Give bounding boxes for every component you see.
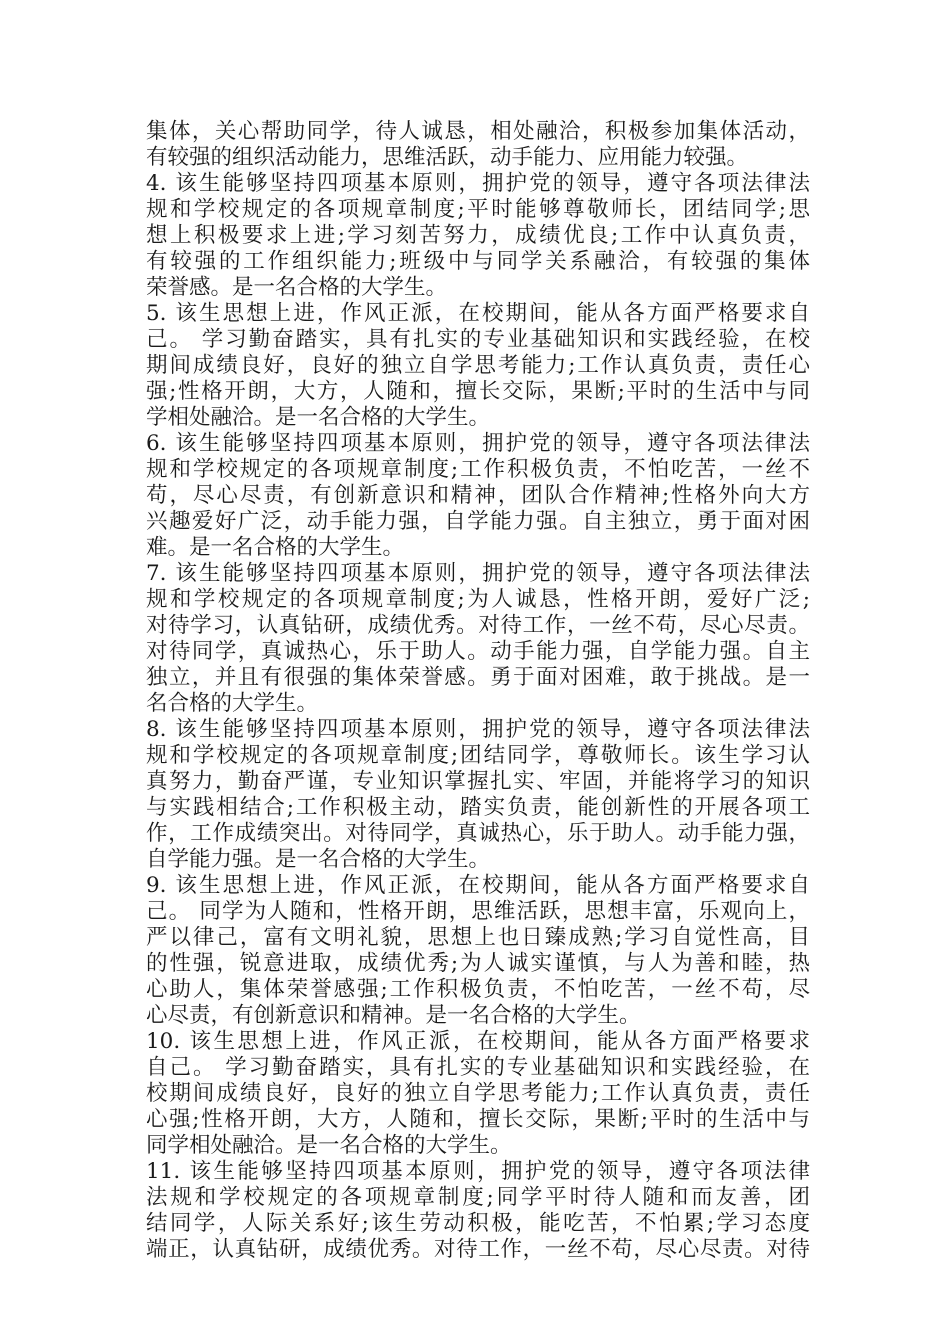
paragraph	[146, 561, 810, 717]
text-line: 真努力，勤奋严谨，专业知识掌握扎实、牢固，并能将学习的知识	[146, 769, 810, 794]
text-line: 作，工作成绩突出。对待同学，真诚热心，乐于助人。动手能力强，	[146, 821, 810, 846]
text-line: 规和学校规定的各项规章制度;平时能够尊敬师长，团结同学;思	[146, 197, 810, 222]
text-line: 心强;性格开朗，大方，人随和，擅长交际，果断;平时的生活中与	[146, 1107, 810, 1132]
text-line: 严以律己，富有文明礼貌，思想上也日臻成熟;学习自觉性高，目	[146, 925, 810, 950]
text-line: 自己。 学习勤奋踏实，具有扎实的专业基础知识和实践经验，在	[146, 1055, 810, 1080]
text-line: 11. 该生能够坚持四项基本原则，拥护党的领导，遵守各项法律	[146, 1159, 810, 1184]
text-line: 自学能力强。是一名合格的大学生。	[146, 847, 491, 872]
text-line: 10. 该生思想上进，作风正派，在校期间，能从各方面严格要求	[146, 1029, 810, 1054]
text-line: 己。 同学为人随和，性格开朗，思维活跃，思想丰富，乐观向上，	[146, 899, 810, 924]
paragraph	[146, 1029, 810, 1159]
paragraph	[146, 1159, 810, 1263]
text-line: 法规和学校规定的各项规章制度;同学平时待人随和而友善，团	[146, 1185, 810, 1210]
paragraph	[146, 431, 810, 561]
text-line: 难。是一名合格的大学生。	[146, 535, 405, 560]
text-line: 苟，尽心尽责，有创新意识和精神，团队合作精神;性格外向大方	[146, 483, 810, 508]
text-line: 规和学校规定的各项规章制度;团结同学，尊敬师长。该生学习认	[146, 743, 810, 768]
text-line: 校期间成绩良好，良好的独立自学思考能力;工作认真负责，责任	[146, 1081, 810, 1106]
text-line: 的性强，锐意进取，成绩优秀;为人诚实谨慎，与人为善和睦，热	[146, 951, 810, 976]
text-line: 与实践相结合;工作积极主动，踏实负责，能创新性的开展各项工	[146, 795, 810, 820]
text-line: 7. 该生能够坚持四项基本原则，拥护党的领导，遵守各项法律法	[146, 561, 810, 586]
text-line: 结同学，人际关系好;该生劳动积极，能吃苦，不怕累;学习态度	[146, 1211, 810, 1236]
text-line: 9. 该生思想上进，作风正派，在校期间，能从各方面严格要求自	[146, 873, 810, 898]
text-line: 规和学校规定的各项规章制度;为人诚恳，性格开朗，爱好广泛;	[146, 587, 810, 612]
text-line: 荣誉感。是一名合格的大学生。	[146, 275, 448, 300]
text-line: 名合格的大学生。	[146, 691, 319, 716]
paragraph	[146, 171, 810, 301]
text-line: 想上积极要求上进;学习刻苦努力，成绩优良;工作中认真负责，	[146, 223, 810, 248]
text-line: 集体，关心帮助同学，待人诚恳，相处融洽，积极参加集体活动，	[146, 119, 810, 144]
text-line: 6. 该生能够坚持四项基本原则，拥护党的领导，遵守各项法律法	[146, 431, 810, 456]
text-line: 独立，并且有很强的集体荣誉感。勇于面对困难，敢于挑战。是一	[146, 665, 810, 690]
text-line: 有较强的工作组织能力;班级中与同学关系融洽，有较强的集体	[146, 249, 810, 274]
text-line: 同学相处融洽。是一名合格的大学生。	[146, 1133, 512, 1158]
document-body	[146, 119, 810, 1263]
text-line: 对待同学，真诚热心，乐于助人。动手能力强，自学能力强。自主	[146, 639, 810, 664]
text-line: 学相处融洽。是一名合格的大学生。	[146, 405, 491, 430]
text-line: 兴趣爱好广泛，动手能力强，自学能力强。自主独立，勇于面对困	[146, 509, 810, 534]
text-line: 8. 该生能够坚持四项基本原则，拥护党的领导，遵守各项法律法	[146, 717, 810, 742]
paragraph	[146, 717, 810, 873]
text-line: 己。 学习勤奋踏实，具有扎实的专业基础知识和实践经验，在校	[146, 327, 810, 352]
text-line: 心尽责，有创新意识和精神。是一名合格的大学生。	[146, 1003, 641, 1028]
text-line: 4. 该生能够坚持四项基本原则，拥护党的领导，遵守各项法律法	[146, 171, 810, 196]
text-line: 对待学习，认真钻研，成绩优秀。对待工作，一丝不苟，尽心尽责。	[146, 613, 810, 638]
text-line: 规和学校规定的各项规章制度;工作积极负责，不怕吃苦，一丝不	[146, 457, 810, 482]
text-line: 心助人，集体荣誉感强;工作积极负责，不怕吃苦，一丝不苟，尽	[146, 977, 810, 1002]
paragraph	[146, 873, 810, 1029]
text-line: 端正，认真钻研，成绩优秀。对待工作，一丝不苟，尽心尽责。对待	[146, 1237, 810, 1262]
text-line: 有较强的组织活动能力，思维活跃，动手能力、应用能力较强。	[146, 145, 749, 170]
paragraph	[146, 301, 810, 431]
text-line: 5. 该生思想上进，作风正派，在校期间，能从各方面严格要求自	[146, 301, 810, 326]
text-line: 期间成绩良好，良好的独立自学思考能力;工作认真负责，责任心	[146, 353, 810, 378]
text-line: 强;性格开朗，大方，人随和，擅长交际，果断;平时的生活中与同	[146, 379, 810, 404]
paragraph	[146, 119, 810, 171]
